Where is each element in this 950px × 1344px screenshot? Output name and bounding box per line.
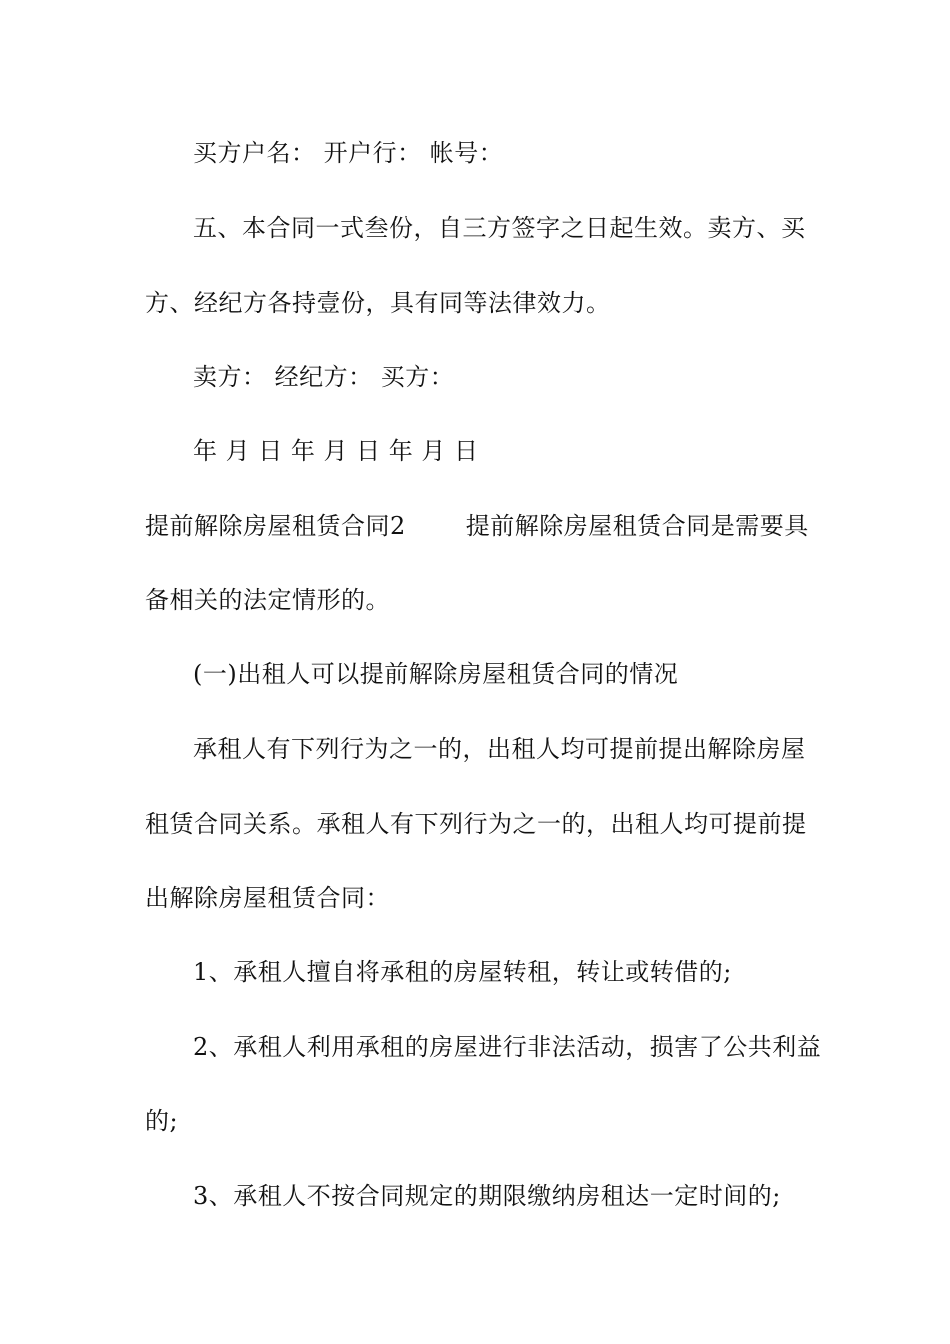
clause-five-line-2: 方、经纪方各持壹份，具有同等法律效力。: [145, 289, 611, 317]
paragraph-line-1: 承租人有下列行为之一的，出租人均可提前提出解除房屋: [193, 735, 806, 763]
list-item-3: 3、承租人不按合同规定的期限缴纳房租达一定时间的;: [193, 1182, 781, 1210]
signature-dates-line: 年 月 日 年 月 日 年 月 日: [193, 437, 479, 465]
paragraph-line-3: 出解除房屋租赁合同：: [145, 884, 390, 912]
section-heading-line: [145, 511, 809, 541]
list-item-1: 1、承租人擅自将承租的房屋转租，转让或转借的;: [193, 958, 732, 986]
list-item-2-continued: 的;: [145, 1107, 179, 1135]
section-intro-end: 备相关的法定情形的。: [145, 586, 390, 614]
signature-parties-line: 卖方： 经纪方： 买方：: [193, 363, 455, 391]
section-title: 提前解除房屋租赁合同2: [145, 512, 406, 540]
section-intro-start: 提前解除房屋租赁合同是需要具: [465, 512, 809, 540]
subsection-heading: (一)出租人可以提前解除房屋租赁合同的情况: [193, 660, 679, 688]
list-item-2: 2、承租人利用承租的房屋进行非法活动，损害了公共利益: [193, 1033, 822, 1061]
clause-five-line-1: 五、本合同一式叁份，自三方签字之日起生效。卖方、买: [193, 214, 806, 242]
paragraph-line-2: 租赁合同关系。承租人有下列行为之一的，出租人均可提前提: [145, 810, 807, 838]
buyer-account-line: 买方户名： 开户行： 帐号：: [193, 139, 504, 167]
